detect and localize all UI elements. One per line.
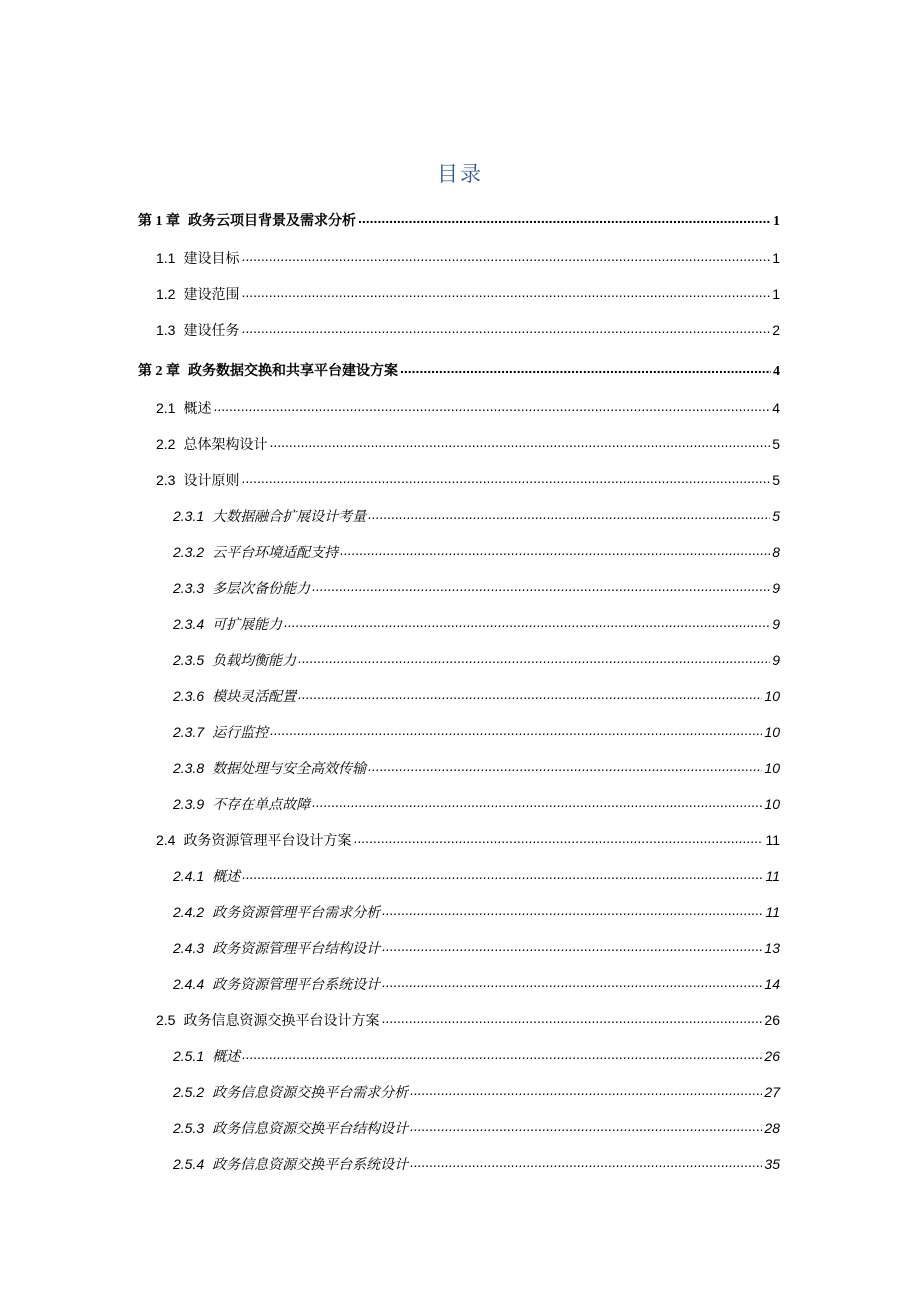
toc-leader (298, 648, 770, 668)
toc-entry[interactable] (173, 1118, 780, 1138)
toc-entry-title: 概述 (183, 401, 212, 417)
toc-entry-title: 政务资源管理平台设计方案 (183, 833, 352, 849)
toc-entry-page: 26 (764, 1012, 780, 1028)
toc-entry-title: 政务资源管理平台结构设计 (212, 941, 381, 957)
toc-entry[interactable] (156, 284, 780, 304)
toc-entry-page: 10 (764, 796, 780, 812)
toc-entry-page: 9 (772, 580, 780, 596)
toc-leader (298, 684, 762, 704)
toc-entry-number: 2.5.2 (173, 1084, 205, 1100)
toc-entry-title: 多层次备份能力 (212, 581, 311, 597)
toc-entry-title: 政务资源管理平台系统设计 (212, 977, 381, 993)
toc-entry[interactable] (173, 722, 780, 742)
toc-leader (382, 936, 762, 956)
toc-leader (353, 828, 763, 848)
toc-entry-page: 11 (765, 868, 780, 884)
toc-entry-title: 模块灵活配置 (212, 689, 297, 705)
toc-entry[interactable] (173, 974, 780, 994)
toc-entry-title: 建设任务 (183, 323, 240, 339)
toc-entry-title: 政务数据交换和共享平台建设方案 (188, 363, 398, 379)
toc-entry-title: 政务信息资源交换平台系统设计 (212, 1157, 409, 1173)
toc-entry[interactable] (156, 248, 780, 268)
toc-entry-page: 11 (765, 904, 780, 920)
toc-entry-page: 4 (772, 400, 780, 416)
toc-entry-number: 2.3.8 (173, 760, 205, 776)
toc-leader (382, 900, 763, 920)
toc-entry-page: 13 (764, 940, 780, 956)
toc-entry-title: 不存在单点故障 (212, 797, 311, 813)
toc-entry-page: 28 (764, 1120, 780, 1136)
toc-entry-page: 10 (764, 688, 780, 704)
toc-entry[interactable] (173, 794, 780, 814)
toc-entry-page: 4 (773, 364, 780, 379)
toc-leader (213, 396, 770, 416)
toc-entry-number: 2.3.3 (173, 580, 205, 596)
toc-entry[interactable] (156, 830, 780, 850)
toc-entry[interactable] (156, 434, 780, 454)
toc-entry-page: 1 (772, 286, 780, 302)
toc-leader (312, 792, 762, 812)
toc-entry-number: 2.5.3 (173, 1120, 205, 1136)
toc-entry-number: 1.3 (156, 322, 176, 338)
toc-leader (241, 246, 770, 266)
toc-entry-title: 可扩展能力 (212, 617, 283, 633)
toc-leader (410, 1116, 762, 1136)
toc-entry[interactable] (173, 758, 780, 778)
toc-leader (241, 282, 770, 302)
toc-entry-page: 10 (764, 724, 780, 740)
toc-entry-title: 云平台环境适配支持 (212, 545, 339, 561)
toc-entry-page: 2 (772, 322, 780, 338)
toc-entry-title: 政务资源管理平台需求分析 (212, 905, 381, 921)
toc-leader (368, 504, 770, 524)
toc-leader (242, 1044, 762, 1064)
toc-leader (242, 864, 763, 884)
toc-leader (340, 540, 770, 560)
toc-entry-number: 2.3.2 (173, 544, 205, 560)
toc-entry-page: 1 (773, 214, 780, 229)
toc-entry-title: 概述 (212, 1049, 241, 1065)
toc-entry[interactable] (173, 614, 780, 634)
toc-entry[interactable] (173, 542, 780, 562)
toc-entry-number: 2.3.1 (173, 508, 205, 524)
toc-entry-title: 政务信息资源交换平台结构设计 (212, 1121, 409, 1137)
toc-entry-title: 负载均衡能力 (212, 653, 297, 669)
toc-entry-number: 1.1 (156, 250, 176, 266)
toc-entry-page: 11 (765, 832, 780, 848)
toc-entry[interactable] (138, 210, 780, 230)
toc-entry-number: 2.1 (156, 400, 176, 416)
toc-entry-number: 2.3.9 (173, 796, 205, 812)
toc-entry-title: 数据处理与安全高效传输 (212, 761, 367, 777)
toc-entry[interactable] (173, 1082, 780, 1102)
toc-entry-number: 2.4.2 (173, 904, 205, 920)
toc-entry-number: 2.5.1 (173, 1048, 205, 1064)
toc-entry-title: 大数据融合扩展设计考量 (212, 509, 367, 525)
toc-entry-number: 2.4.4 (173, 976, 205, 992)
toc-entry-number: 2.4.3 (173, 940, 205, 956)
toc-entry[interactable] (156, 1010, 780, 1030)
toc-leader (284, 612, 770, 632)
toc-leader (358, 208, 771, 228)
toc-entry-number: 2.4 (156, 832, 176, 848)
toc-entry-number: 第 1 章 (138, 214, 180, 229)
toc-entry[interactable] (173, 686, 780, 706)
toc-entry-title: 政务信息资源交换平台需求分析 (212, 1085, 409, 1101)
toc-entry[interactable] (156, 320, 780, 340)
toc-entry[interactable] (173, 578, 780, 598)
toc-leader (368, 756, 762, 776)
toc-entry[interactable] (138, 360, 780, 380)
toc-entry-page: 8 (772, 544, 780, 560)
toc-entry-page: 5 (772, 436, 780, 452)
toc-entry-title: 建设范围 (183, 287, 240, 303)
toc-entry[interactable] (173, 938, 780, 958)
toc-entry[interactable] (173, 1154, 780, 1174)
toc-entry-page: 14 (764, 976, 780, 992)
toc-entry[interactable] (173, 650, 780, 670)
toc-entry[interactable] (156, 470, 780, 490)
toc-entry-title: 政务云项目背景及需求分析 (188, 213, 356, 229)
toc-leader (381, 1008, 762, 1028)
toc-entry[interactable] (173, 866, 780, 886)
toc-leader (270, 720, 762, 740)
toc-leader (269, 432, 770, 452)
toc-entry-title: 设计原则 (183, 473, 240, 489)
toc-entry[interactable] (173, 506, 780, 526)
toc-entry-number: 2.3.5 (173, 652, 205, 668)
toc-entry-title: 运行监控 (212, 725, 269, 741)
toc-entry-number: 2.3.7 (173, 724, 205, 740)
toc-entry-title: 建设目标 (183, 251, 240, 267)
toc-leader (400, 358, 771, 378)
toc-entry-page: 10 (764, 760, 780, 776)
toc-entry-page: 26 (764, 1048, 780, 1064)
toc-entry-number: 2.2 (156, 436, 176, 452)
toc-leader (410, 1152, 762, 1172)
toc-leader (382, 972, 762, 992)
toc-entry-page: 35 (764, 1156, 780, 1172)
toc-leader (241, 318, 770, 338)
toc-entry-number: 2.5 (156, 1012, 176, 1028)
toc-leader (312, 576, 770, 596)
toc-entry-title: 总体架构设计 (183, 437, 268, 453)
toc-entry-number: 2.3.6 (173, 688, 205, 704)
toc-entry-page: 5 (772, 508, 780, 524)
toc-entry-number: 2.3.4 (173, 616, 205, 632)
toc-entry[interactable] (156, 398, 780, 418)
toc-entry-page: 1 (772, 250, 780, 266)
toc-entry-page: 9 (772, 616, 780, 632)
toc-entry[interactable] (173, 1046, 780, 1066)
toc-entry-number: 第 2 章 (138, 364, 180, 379)
toc-entry-number: 2.5.4 (173, 1156, 205, 1172)
toc-entry-number: 2.3 (156, 472, 176, 488)
toc-leader (410, 1080, 762, 1100)
toc-entry-page: 9 (772, 652, 780, 668)
toc-entry-title: 概述 (212, 869, 241, 885)
toc-title: 目录 (437, 162, 483, 186)
toc-entry-page: 5 (772, 472, 780, 488)
toc-entry-page: 27 (764, 1084, 780, 1100)
toc-entry-title: 政务信息资源交换平台设计方案 (183, 1013, 380, 1029)
toc-entry-number: 1.2 (156, 286, 176, 302)
toc-entry[interactable] (173, 902, 780, 922)
toc-leader (241, 468, 770, 488)
toc-entry-number: 2.4.1 (173, 868, 205, 884)
